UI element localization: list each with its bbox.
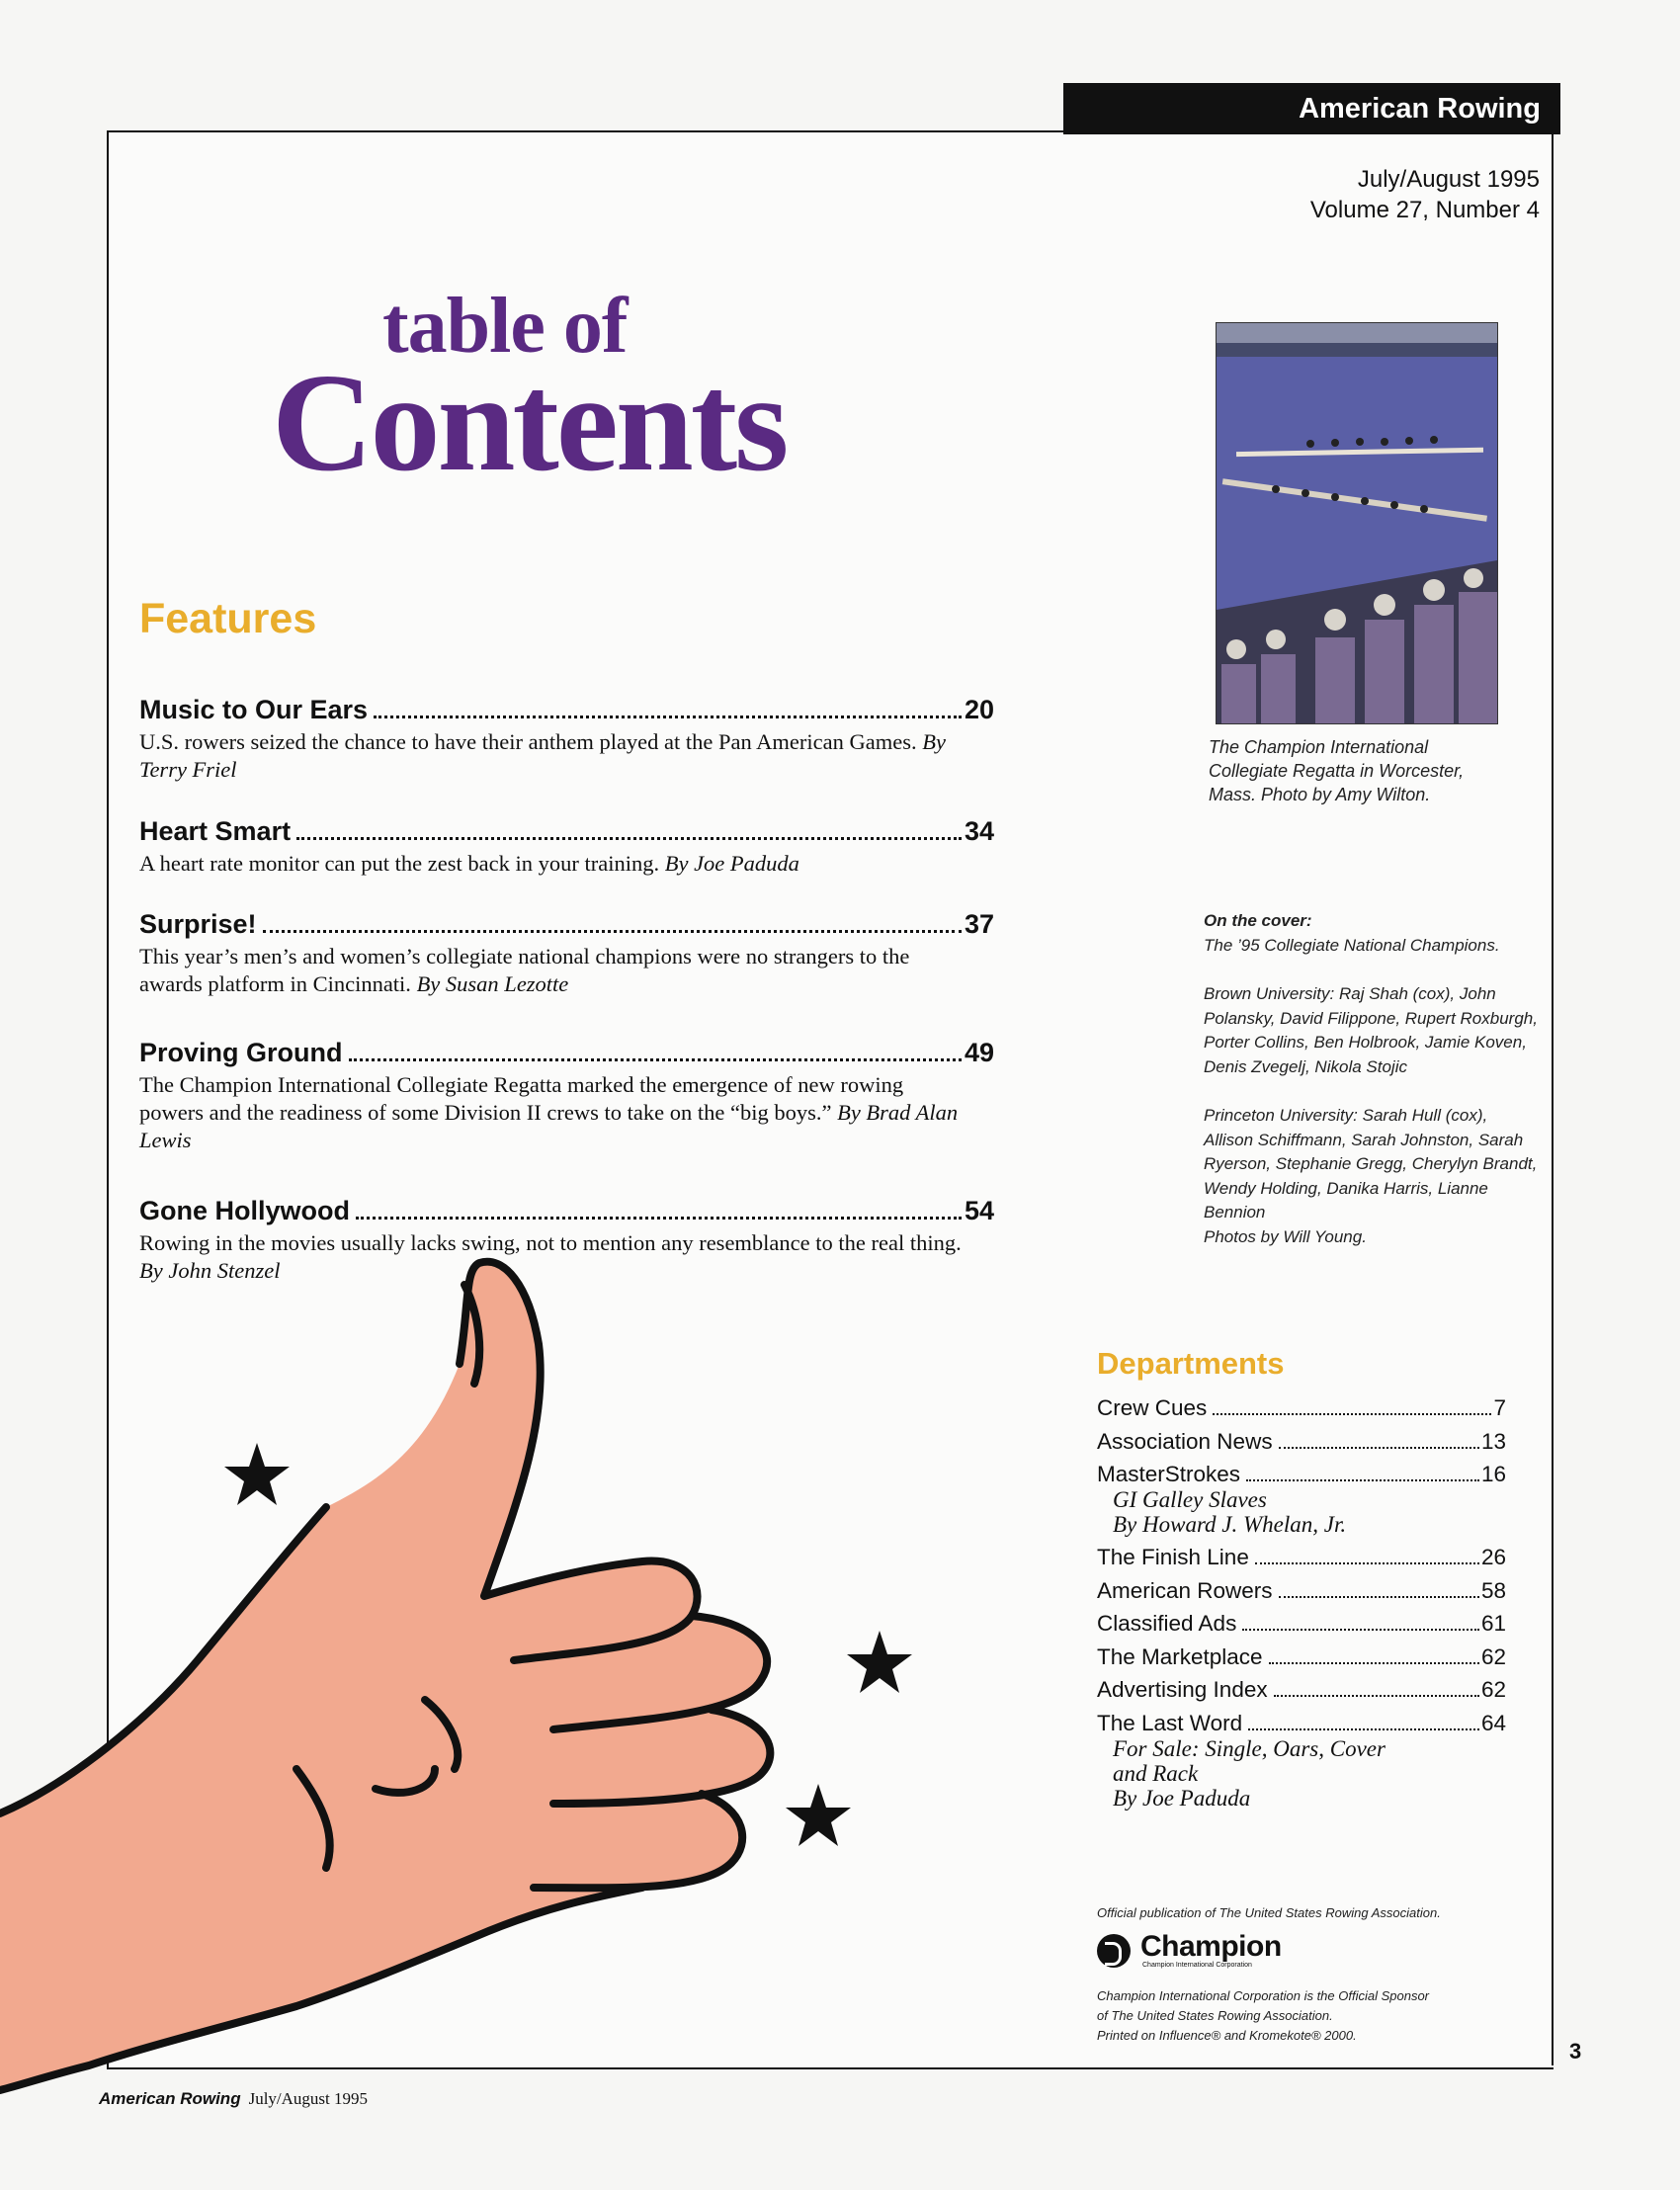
- feature-page: 49: [964, 1038, 994, 1067]
- feature-desc: U.S. rowers seized the chance to have their anthem played at the Pan American Games.: [139, 729, 917, 754]
- title-big: Contents: [272, 344, 787, 500]
- sponsor-note: [1097, 1986, 1472, 2046]
- department-page: 64: [1480, 1711, 1506, 1735]
- champion-logo-sub: Champion International Corporation: [1142, 1962, 1252, 1969]
- department-subtitle: GI Galley Slaves: [1113, 1487, 1267, 1512]
- department-name: American Rowers: [1097, 1578, 1273, 1603]
- sponsor-line: Printed on Influence® and Kromekote® 2000.: [1097, 2028, 1357, 2043]
- department-item[interactable]: [1097, 1644, 1506, 1670]
- department-page: 58: [1480, 1578, 1506, 1603]
- star-icon: [224, 1443, 290, 1505]
- issue-info: [1310, 164, 1540, 225]
- department-name: Advertising Index: [1097, 1677, 1268, 1702]
- photo-caption: The Champion International Collegiate Regatta in Worcester, Mass. Photo by Amy Wilton.: [1209, 737, 1465, 804]
- departments-heading: Departments: [1097, 1346, 1285, 1381]
- feature-page: 34: [964, 816, 994, 846]
- issue-volume: Volume 27, Number 4: [1309, 197, 1540, 223]
- feature-title: Surprise!: [139, 909, 257, 939]
- leader-dots: [1255, 1562, 1479, 1564]
- issue-date: July/August 1995: [1357, 166, 1540, 193]
- department-subtitle-cont: and Rack: [1113, 1761, 1199, 1786]
- leader-dots: [356, 1217, 962, 1220]
- leader-dots: [296, 837, 962, 840]
- department-item[interactable]: [1097, 1677, 1506, 1703]
- department-page: 62: [1480, 1644, 1506, 1669]
- cover-label: On the cover:: [1204, 911, 1312, 930]
- leader-dots: [263, 930, 962, 933]
- department-page: 7: [1493, 1395, 1506, 1420]
- leader-dots: [1246, 1479, 1479, 1481]
- leader-dots: [1213, 1413, 1491, 1415]
- page-number: 3: [1569, 2039, 1582, 2064]
- feature-title: Music to Our Ears: [139, 695, 369, 724]
- feature-desc: The Champion International Collegiate Regatta marked the emergence of new rowing powers and the readiness of some Division II crews to take on the “big boys.”: [139, 1072, 904, 1125]
- champion-logo-name: Champion: [1140, 1930, 1282, 1963]
- feature-page: 37: [964, 909, 994, 939]
- star-icon: [786, 1784, 851, 1846]
- feature-byline: By Susan Lezotte: [416, 971, 569, 996]
- leader-dots: [1279, 1447, 1479, 1449]
- footer-publication: American Rowing: [99, 2089, 241, 2108]
- feature-title: Heart Smart: [139, 816, 292, 846]
- footer-date: July/August 1995: [248, 2089, 369, 2108]
- feature-desc: This year’s men’s and women’s collegiate national champions were no strangers to the awards platform in Cincinnati.: [139, 944, 910, 996]
- feature-item[interactable]: [139, 695, 994, 784]
- cover-notes: [1204, 909, 1540, 1249]
- leader-dots: [1279, 1596, 1479, 1598]
- department-subtitle: For Sale: Single, Oars, Cover: [1113, 1736, 1386, 1761]
- frame-right-rule: [1552, 130, 1554, 2065]
- feature-desc: A heart rate monitor can put the zest back in your training.: [139, 851, 660, 876]
- champion-mark-icon: [1097, 1934, 1131, 1968]
- feature-item[interactable]: [139, 1038, 994, 1154]
- cover-subtitle: The ’95 Collegiate National Champions.: [1204, 935, 1500, 955]
- regatta-photo: [1216, 322, 1498, 724]
- thumbs-up-icon: [0, 1262, 770, 2090]
- champion-logo: [1097, 1932, 1282, 1969]
- department-name: Crew Cues: [1097, 1395, 1208, 1420]
- leader-dots: [1242, 1629, 1479, 1631]
- department-name: MasterStrokes: [1097, 1462, 1241, 1486]
- official-publication-note: Official publication of The United States Rowing Association.: [1097, 1905, 1441, 1920]
- department-page: 61: [1480, 1611, 1506, 1636]
- department-item[interactable]: [1097, 1395, 1506, 1421]
- cover-credit: Photos by Will Young.: [1204, 1226, 1367, 1246]
- feature-byline: By Terry Friel: [139, 729, 946, 782]
- department-name: Classified Ads: [1097, 1611, 1237, 1636]
- feature-desc: Rowing in the movies usually lacks swing, not to mention any resemblance to the real thing.: [139, 1230, 962, 1255]
- department-item[interactable]: [1097, 1429, 1506, 1455]
- features-heading: Features: [139, 595, 317, 642]
- leader-dots: [1248, 1728, 1479, 1730]
- leader-dots: [1274, 1695, 1479, 1697]
- department-byline: By Joe Paduda: [1113, 1786, 1251, 1811]
- leader-dots: [374, 716, 962, 718]
- department-item[interactable]: [1097, 1462, 1506, 1537]
- department-page: 62: [1480, 1677, 1506, 1702]
- department-page: 26: [1480, 1545, 1506, 1569]
- cover-princeton: Princeton University: Sarah Hull (cox), Allison Schiffmann, Sarah Johnston, Sarah Ryerson, Stephanie Gregg, Cherylyn Brandt, Wendy Holding, Danika Harris, Lianne Bennion: [1204, 1106, 1538, 1221]
- page-footer: [99, 2089, 368, 2109]
- feature-item[interactable]: [139, 816, 994, 878]
- leader-dots: [1269, 1662, 1479, 1664]
- department-byline: By Howard J. Whelan, Jr.: [1113, 1512, 1347, 1537]
- department-name: The Last Word: [1097, 1711, 1243, 1735]
- feature-page: 20: [964, 695, 994, 724]
- department-item[interactable]: [1097, 1611, 1506, 1637]
- cover-brown: Brown University: Raj Shah (cox), John Polansky, David Filippone, Rupert Roxburgh, Porter Collins, Ben Holbrook, Jamie Koven, Denis Zvegelj, Nikola Stojic: [1204, 984, 1538, 1076]
- masthead-title: American Rowing: [1299, 92, 1541, 125]
- sponsor-line: of The United States Rowing Association.: [1097, 2008, 1333, 2023]
- title-small: table of: [382, 283, 628, 370]
- leader-dots: [349, 1058, 962, 1061]
- masthead-bar: [1063, 83, 1560, 134]
- feature-title: Proving Ground: [139, 1038, 343, 1067]
- department-name: Association News: [1097, 1429, 1273, 1454]
- department-item[interactable]: [1097, 1545, 1506, 1570]
- department-name: The Finish Line: [1097, 1545, 1249, 1569]
- feature-byline: By John Stenzel: [139, 1258, 281, 1283]
- feature-title: Gone Hollywood: [139, 1196, 350, 1225]
- department-item[interactable]: [1097, 1711, 1506, 1811]
- thumbs-up-illustration: [0, 1255, 988, 2125]
- feature-byline: By Joe Paduda: [664, 851, 799, 876]
- feature-page: 54: [964, 1196, 994, 1225]
- department-item[interactable]: [1097, 1578, 1506, 1604]
- department-page: 16: [1480, 1462, 1506, 1486]
- department-name: The Marketplace: [1097, 1644, 1263, 1669]
- feature-byline: By Brad Alan Lewis: [139, 1100, 959, 1152]
- star-icon: [847, 1631, 912, 1693]
- feature-item[interactable]: [139, 909, 994, 998]
- department-page: 13: [1480, 1429, 1506, 1454]
- sponsor-line: Champion International Corporation is the Official Sponsor: [1097, 1988, 1430, 2003]
